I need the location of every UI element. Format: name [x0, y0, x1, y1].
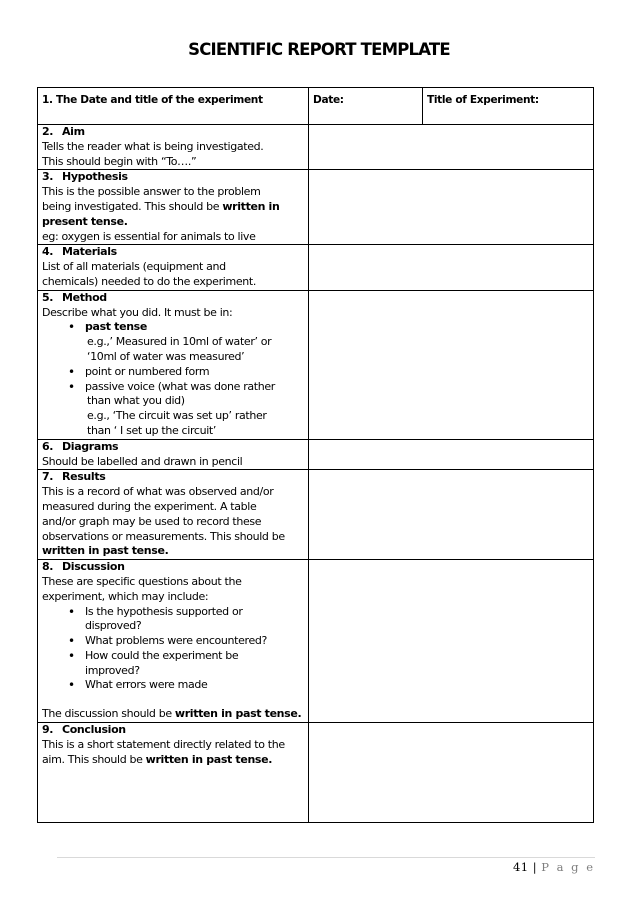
materials-text-line: List of all materials (equipment and — [42, 260, 226, 274]
section-row-method — [38, 290, 594, 439]
hypothesis-text-line: This is the possible answer to the problem — [42, 185, 261, 199]
section-method-description — [38, 290, 309, 439]
discussion-text-line: experiment, which may include: — [42, 589, 209, 603]
header-date-title-label: 1. The Date and title of the experiment — [38, 88, 309, 125]
results-text-line: written in past tense. — [42, 544, 169, 558]
section-heading-diagrams: 6. Diagrams — [42, 439, 119, 453]
section-materials-description — [38, 245, 309, 290]
list-item: • What problems were encountered? — [85, 634, 304, 649]
footer-divider — [57, 857, 595, 858]
method-bullet-list — [42, 320, 304, 438]
section-results-description — [38, 470, 309, 560]
section-method-answer-cell[interactable] — [309, 290, 594, 439]
section-heading-conclusion: 9. Conclusion — [42, 723, 126, 737]
discussion-bullet-list — [42, 605, 304, 694]
hypothesis-text-line: being investigated. This should be written in — [42, 199, 280, 213]
section-row-results — [38, 470, 594, 560]
report-template-table — [37, 87, 594, 823]
results-text-line: measured during the experiment. A table — [42, 499, 257, 513]
section-aim-answer-cell[interactable] — [309, 125, 594, 170]
page-title: SCIENTIFIC REPORT TEMPLATE — [188, 40, 450, 59]
spacer — [42, 693, 304, 707]
section-heading-hypothesis: 3. Hypothesis — [42, 170, 128, 184]
section-discussion-description — [38, 560, 309, 723]
discussion-closing-line: The discussion should be written in past tense. — [42, 707, 302, 721]
list-item: • past tense e.g.,’ Measured in 10ml of water’ or ‘10ml of water was measured’ — [85, 320, 304, 364]
section-row-aim — [38, 125, 594, 170]
page-number: 41 — [512, 860, 529, 874]
section-row-discussion — [38, 560, 594, 723]
aim-text-line: Tells the reader what is being investigated. — [42, 139, 264, 153]
section-diagrams-description — [38, 439, 309, 470]
section-aim-description — [38, 125, 309, 170]
section-conclusion-answer-cell[interactable] — [309, 723, 594, 823]
section-heading-discussion: 8. Discussion — [42, 560, 125, 574]
section-discussion-answer-cell[interactable] — [309, 560, 594, 723]
method-intro-line: Describe what you did. It must be in: — [42, 305, 233, 319]
list-item: • What errors were made — [85, 678, 304, 693]
section-row-materials — [38, 245, 594, 290]
diagrams-text-line: Should be labelled and drawn in pencil — [42, 454, 243, 468]
section-row-conclusion — [38, 723, 594, 823]
list-item: • Is the hypothesis supported or disproved? — [85, 605, 304, 635]
aim-text-line: This should begin with “To….” — [42, 154, 197, 168]
section-heading-aim: 2. Aim — [42, 125, 85, 138]
section-conclusion-description — [38, 723, 309, 823]
header-date-cell[interactable]: Date: — [309, 88, 423, 125]
results-text-line: and/or graph may be used to record these — [42, 514, 262, 528]
section-heading-materials: 4. Materials — [42, 245, 117, 259]
list-item: • passive voice (what was done rather than what you did) e.g., ‘The circuit was set up’ rather than ‘ I set up the circuit’ — [85, 380, 304, 439]
conclusion-text-line: aim. This should be written in past tense. — [42, 752, 273, 766]
section-heading-method: 5. Method — [42, 290, 107, 304]
footer-separator: | — [528, 860, 542, 874]
hypothesis-text-line: present tense. — [42, 214, 128, 228]
materials-text-line: chemicals) needed to do the experiment. — [42, 274, 256, 288]
header-title-cell[interactable]: Title of Experiment: — [423, 88, 594, 125]
section-results-answer-cell[interactable] — [309, 470, 594, 560]
results-text-line: observations or measurements. This should be — [42, 529, 285, 543]
discussion-text-line: These are specific questions about the — [42, 574, 242, 588]
section-row-diagrams — [38, 439, 594, 470]
hypothesis-example-line: eg: oxygen is essential for animals to live — [42, 229, 256, 243]
section-hypothesis-description — [38, 170, 309, 245]
page-word: P a g e — [541, 860, 595, 874]
page-footer — [513, 860, 595, 874]
results-text-line: This is a record of what was observed and/or — [42, 485, 274, 499]
section-materials-answer-cell[interactable] — [309, 245, 594, 290]
section-diagrams-answer-cell[interactable] — [309, 439, 594, 470]
header-row — [38, 88, 594, 125]
list-item: • point or numbered form — [85, 365, 304, 380]
section-heading-results: 7. Results — [42, 470, 106, 484]
list-item: • How could the experiment be improved? — [85, 649, 304, 679]
conclusion-text-line: This is a short statement directly related to the — [42, 737, 285, 751]
section-row-hypothesis — [38, 170, 594, 245]
section-hypothesis-answer-cell[interactable] — [309, 170, 594, 245]
